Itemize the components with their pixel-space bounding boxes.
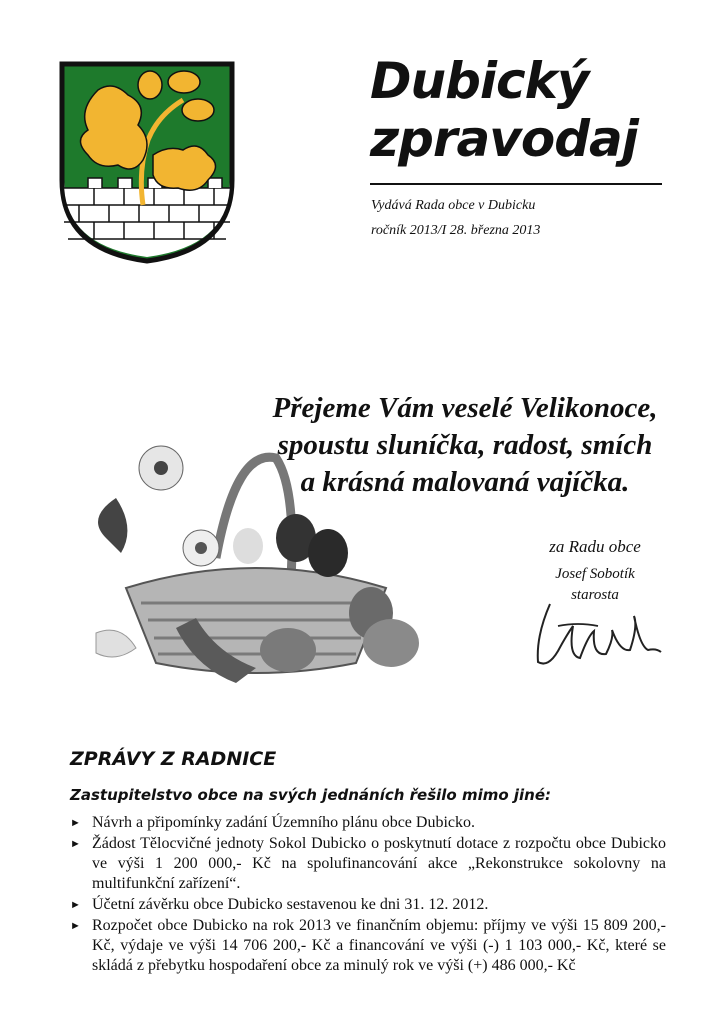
title-line-2: zpravodaj [370, 110, 638, 168]
signoff-name: Josef Sobotík [555, 566, 635, 582]
bullet-arrow-icon: ► [70, 838, 81, 850]
greeting-line-2: spoustu sluníčka, radost, smích [277, 429, 653, 461]
council-decisions-list [70, 813, 666, 977]
greeting-line-1: Přejeme Vám veselé Velikonoce, [272, 392, 658, 424]
greeting-line-3: a krásná malovaná vajíčka. [300, 466, 630, 498]
bullet-arrow-icon: ► [70, 899, 81, 911]
coat-of-arms-image [58, 60, 236, 265]
list-item: ► Rozpočet obce Dubicko na rok 2013 ve finančním objemu: příjmy ve výši 15 809 200,- Kč, výdaje ve výši 14 706 200,- Kč a financování ve výši (-) 1 103 000,- Kč, které se skládá z přebytku hospodaření obce za minulý rok ve výši (+) 486 000,- Kč [70, 917, 666, 974]
list-item: ► Účetní závěrku obce Dubicko sestavenou ke dni 31. 12. 2012. [70, 896, 489, 913]
list-item: ► Návrh a připomínky zadání Územního plánu obce Dubicko. [70, 814, 475, 831]
publisher-line: Vydává Rada obce v Dubicku [371, 198, 536, 213]
list-item: ► Žádost Tělocvičné jednoty Sokol Dubicko o poskytnutí dotace z rozpočtu obce Dubicko ve výši 1 200 000,- Kč na spolufinancování akce „Rekonstrukce sokolovny na multifunkční zařízení“. [70, 835, 666, 892]
publication-info [371, 193, 540, 243]
issue-line: ročník 2013/I 28. března 2013 [371, 223, 541, 238]
title-line-1: Dubický [370, 52, 589, 110]
title-divider [370, 183, 662, 185]
signoff-role: starosta [571, 587, 619, 603]
signoff-for: za Radu obce [549, 537, 641, 556]
easter-greeting [255, 390, 675, 501]
handwritten-signature [528, 596, 663, 672]
bullet-arrow-icon: ► [70, 817, 81, 829]
section-subheading: Zastupitelstvo obce na svých jednáních řešilo mimo jiné: [70, 786, 552, 804]
newsletter-title [370, 52, 638, 168]
bullet-arrow-icon: ► [70, 920, 81, 932]
section-heading: ZPRÁVY Z RADNICE [70, 748, 277, 770]
